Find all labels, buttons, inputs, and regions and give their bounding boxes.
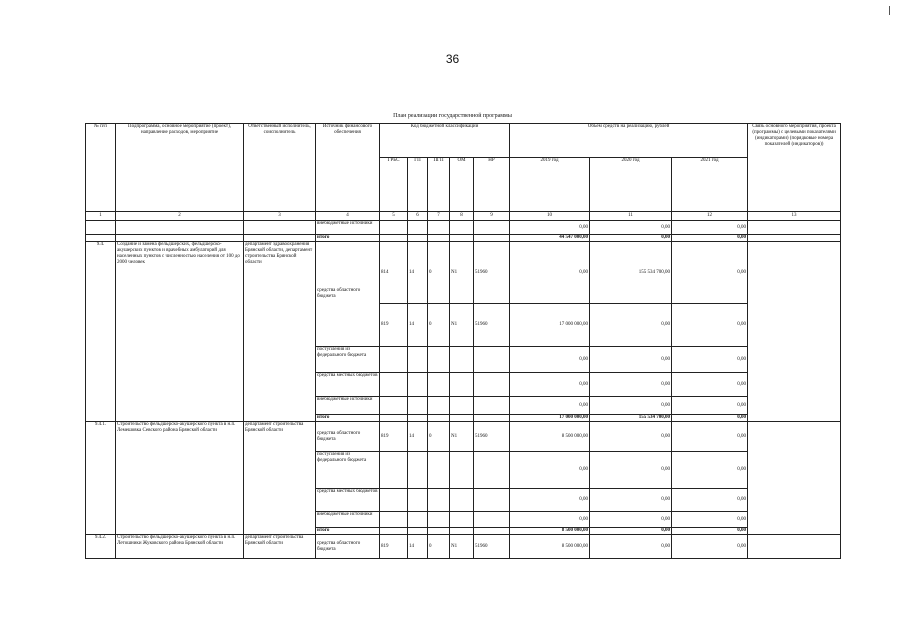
header-nr: НР: [474, 158, 510, 212]
col-number: 6: [408, 212, 428, 221]
table-row: поступления из федерального бюджета 0,00 0,00 0,00: [86, 452, 841, 489]
responsible-executor: департамент строительства Брянской области: [244, 535, 316, 559]
header-volume: Объем средств на реализацию, рублей: [510, 124, 748, 158]
scan-artifact-dots: [110, 18, 870, 20]
table-title: План реализации государственной программы: [393, 113, 512, 119]
measure-name: Создание и замена фельдшерских, фельдшерско-акушерских пунктов и врачебных амбулаторий для населенных пунктов с численностью населения от 100 до 2000 человек: [116, 242, 244, 422]
table-row: внебюджетные источники 0,00 0,00 0,00: [86, 512, 841, 528]
col-number: 5: [380, 212, 408, 221]
table-row: внебюджетные источники 0,00 0,00 0,00: [86, 397, 841, 415]
col-number: 1: [86, 212, 116, 221]
table-row-total: итого 17 000 000,00 155 534 700,00 0,00: [317, 415, 747, 420]
program-plan-table: [85, 123, 841, 559]
col-number: 4: [316, 212, 380, 221]
header-grbs: ГРБС: [380, 158, 408, 212]
table-row: средства местных бюджетов 0,00 0,00 0,00: [86, 373, 841, 397]
col-number: 10: [510, 212, 590, 221]
source-cell: средства местных бюджетов: [316, 489, 380, 512]
col-number: 12: [672, 212, 748, 221]
row-number: 9.4.2.: [86, 535, 116, 559]
table-row: средства местных бюджетов 0,00 0,00 0,00: [86, 489, 841, 512]
scan-edge-mark: [889, 6, 890, 15]
header-om: ОМ: [450, 158, 474, 212]
header-gp: ГП: [408, 158, 428, 212]
source-cell: внебюджетные источники: [316, 512, 380, 528]
responsible-executor: департамент здравоохранения Брянской области, департамент строительства Брянской области: [244, 242, 316, 422]
table-row: 9.4. Создание и замена фельдшерских, фельдшерско-акушерских пунктов и врачебных амбулаторий для населенных пунктов с численностью населения от 100 до 2000 человек департамент здравоохранения Брянской области, департамент строительства Брянской области средства областного бюджета 814 14 0 N1 51960 0,00 155 534 700,00 0,00: [86, 242, 841, 304]
header-responsible: Ответственный исполнитель, соисполнитель: [244, 124, 316, 212]
table-row: 9.4.1. Строительство фельдшерско-акушерского пункта в н.п. Лемешовка Севского района Брянской области департамент строительства Брянской области средства областного бюджета 819 14 0 N1 51960 8 500 000,00 0,00 0,00: [86, 422, 841, 452]
table-row-total: итого 44 547 000,00 0,00 0,00: [86, 235, 841, 242]
header-link: Связь основного мероприятия, проекта (программы) с целевыми показателями (индикаторами) (порядковые номера показателей (индикаторов)): [748, 124, 841, 212]
measure-name: Строительство фельдшерско-акушерского пункта в н.п. Летошники Жуковского района Брянской области: [116, 535, 244, 559]
col-number: 3: [244, 212, 316, 221]
header-bcc: Код бюджетной классификации: [380, 124, 510, 158]
page-number: 36: [445, 52, 460, 66]
col-number: 8: [450, 212, 474, 221]
header-source: Источник финансового обеспечения: [316, 124, 380, 212]
table-row: поступления из федерального бюджета 0,00 0,00 0,00: [86, 347, 841, 373]
header-pgp: ПГП: [428, 158, 450, 212]
row-number: 9.4.1.: [86, 422, 116, 535]
header-num: № п/п: [86, 124, 116, 212]
col-number: 11: [590, 212, 672, 221]
header-name: Подпрограмма, основное мероприятие (проект), направление расходов, мероприятие: [116, 124, 244, 212]
table-row: внебюджетные источники 0,00 0,00 0,00: [86, 221, 841, 235]
source-cell: средства областного бюджета: [316, 422, 380, 452]
table-row: 819 14 0 N1 51960 17 000 000,00 0,00 0,00: [86, 304, 841, 347]
column-numbers-row: [86, 212, 841, 221]
source-cell: поступления из федерального бюджета: [316, 452, 380, 489]
header-2020: 2020 год: [590, 158, 672, 212]
source-cell: средства местных бюджетов: [316, 373, 380, 397]
col-number: 13: [748, 212, 841, 221]
measure-name: Строительство фельдшерско-акушерского пункта в н.п. Лемешовка Севского района Брянской области: [116, 422, 244, 535]
source-cell: поступления из федерального бюджета: [316, 347, 380, 373]
col-number: 9: [474, 212, 510, 221]
source-cell: внебюджетные источники: [316, 397, 380, 415]
header-2021: 2021 год: [672, 158, 748, 212]
col-number: 2: [116, 212, 244, 221]
header-row-1: [86, 124, 841, 158]
source-cell: средства областного бюджета: [316, 242, 380, 347]
responsible-executor: департамент строительства Брянской области: [244, 422, 316, 535]
header-2019: 2019 год: [510, 158, 590, 212]
table-row-total: итого 8 500 000,00 0,00 0,00: [317, 528, 747, 533]
table-row: 9.4.2. Строительство фельдшерско-акушерского пункта в н.п. Летошники Жуковского района Брянской области департамент строительства Брянской области средства областного бюджета 819 14 0 N1 51960 8 500 000,00 0,00 0,00: [86, 535, 841, 559]
source-cell: внебюджетные источники: [316, 221, 380, 235]
col-number: 7: [428, 212, 450, 221]
source-cell: средства областного бюджета: [316, 535, 380, 559]
row-number: 9.4.: [86, 242, 116, 422]
